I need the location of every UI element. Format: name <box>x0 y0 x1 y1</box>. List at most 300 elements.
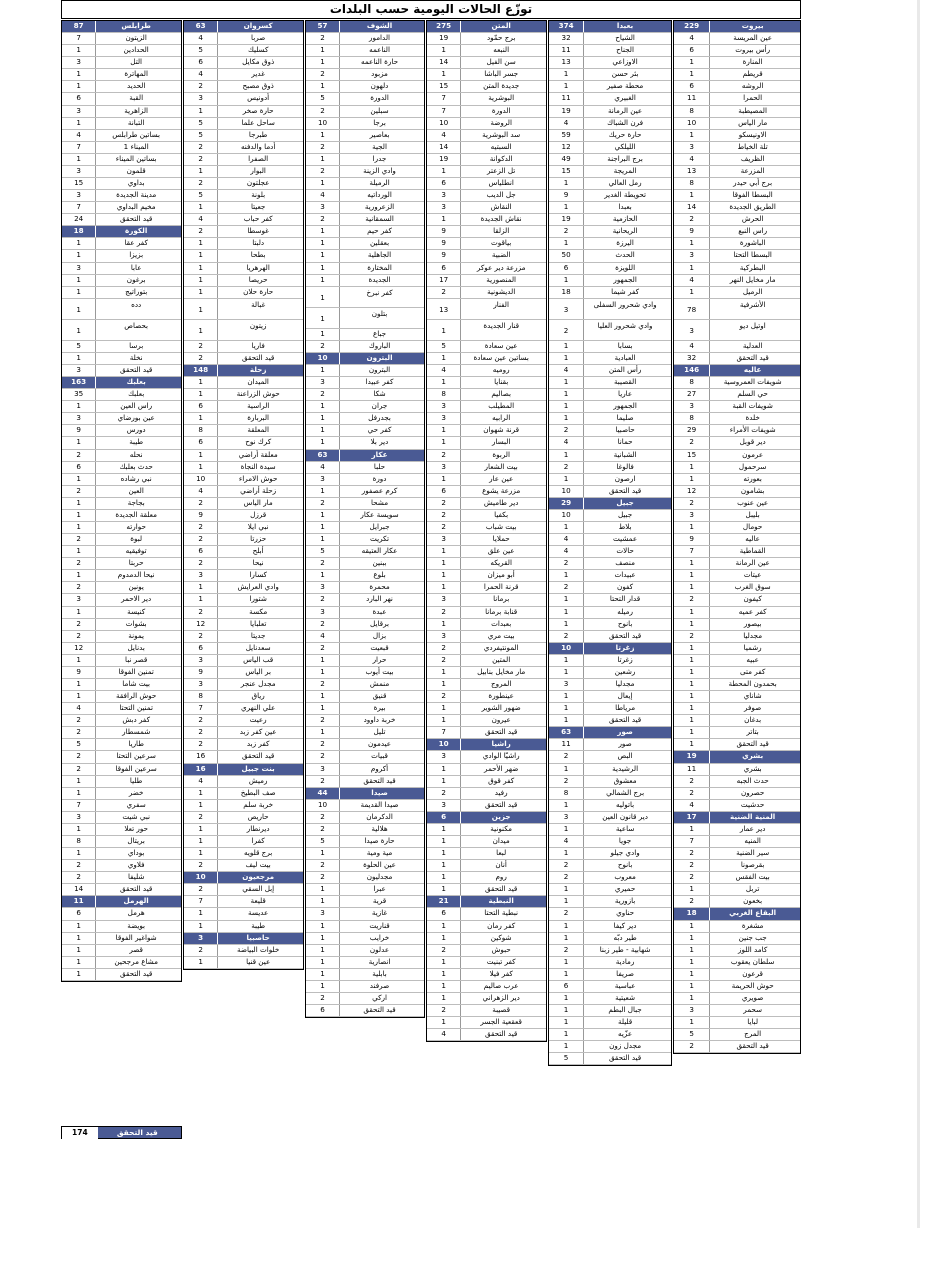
town-name: بابلية <box>372 968 387 978</box>
town-name: بئر حسن <box>611 69 639 79</box>
case-count: 4 <box>184 776 218 787</box>
town-row <box>674 202 800 214</box>
town-name: عين عنوب <box>737 497 769 507</box>
case-count: 1 <box>674 130 710 141</box>
town-row <box>549 1053 671 1065</box>
town-name: تلة الخياط <box>737 141 768 151</box>
town-name: كنيسة <box>127 606 146 616</box>
case-count: 6 <box>674 81 710 92</box>
town-name: عرب صاليم <box>483 980 519 990</box>
case-count: 1 <box>306 957 340 968</box>
town-name: الباروك <box>368 340 391 350</box>
town-row <box>427 462 546 474</box>
town-name: عبيه <box>746 654 759 664</box>
town-row <box>427 33 546 45</box>
town-row <box>549 1041 671 1053</box>
case-count: 2 <box>62 486 96 497</box>
case-count: 8 <box>184 691 218 702</box>
case-count: 2 <box>427 643 461 654</box>
case-count: 11 <box>674 764 710 775</box>
case-count: 1 <box>62 320 96 340</box>
town-row <box>184 896 303 908</box>
case-count: 1 <box>674 691 710 702</box>
district-header-row <box>549 498 671 510</box>
case-count: 2 <box>306 106 340 117</box>
town-name: حارة حريك <box>608 129 642 139</box>
town-row <box>674 739 800 751</box>
town-row <box>306 764 424 776</box>
case-count: 1 <box>184 299 218 319</box>
town-name: سوق الغرب <box>734 582 771 592</box>
town-name: مار مخايل النهر <box>729 274 776 284</box>
case-count: 11 <box>549 739 584 750</box>
town-row <box>62 908 181 920</box>
case-count: 3 <box>62 413 96 424</box>
town-row <box>62 546 181 558</box>
case-count: 6 <box>427 263 461 274</box>
case-count: 1 <box>427 836 461 847</box>
town-name: فلاوي <box>127 860 145 870</box>
case-count: 1 <box>184 800 218 811</box>
case-count: 2 <box>306 812 340 823</box>
town-name: الربوة <box>492 449 510 459</box>
town-row <box>427 275 546 287</box>
case-count: 2 <box>674 1041 710 1052</box>
case-count: 1 <box>674 190 710 201</box>
case-count: 2 <box>427 1005 461 1016</box>
case-count: 3 <box>427 190 461 201</box>
town-name: عاليه <box>745 534 760 544</box>
town-row <box>62 764 181 776</box>
town-name: قرية <box>372 896 387 906</box>
case-count: 2 <box>306 776 340 787</box>
case-count: 2 <box>184 884 218 895</box>
town-row <box>62 214 181 226</box>
town-row <box>427 570 546 582</box>
case-count: 2 <box>184 353 218 364</box>
town-name: بدنايل <box>127 642 145 652</box>
case-count: 2 <box>549 558 584 569</box>
case-count: 1 <box>549 703 584 714</box>
district-name: الكورة <box>125 226 148 236</box>
town-row <box>306 33 424 45</box>
district-header-row <box>674 908 800 920</box>
case-count: 59 <box>549 130 584 141</box>
town-name: حدث الجبه <box>736 775 769 785</box>
town-row <box>306 130 424 142</box>
town-row <box>427 178 546 190</box>
town-name: كفر حيم <box>367 226 392 236</box>
case-count: 5 <box>62 341 96 352</box>
case-count: 2 <box>306 33 340 44</box>
case-count: 3 <box>674 1005 710 1016</box>
town-name: الروشه <box>741 81 764 91</box>
district-header-row <box>62 896 181 908</box>
district-header-row <box>62 21 181 33</box>
town-row <box>427 884 546 896</box>
town-name: عدلون <box>369 944 390 954</box>
town-name: قيد التحقق <box>120 884 153 894</box>
town-name: عبيدات <box>614 570 636 580</box>
town-row <box>184 679 303 691</box>
town-name: حريصا <box>248 274 268 284</box>
town-name: برمانا <box>493 594 510 604</box>
town-name: شليفا <box>127 872 145 882</box>
town-name: قيد التحقق <box>120 214 153 224</box>
town-name: طيبة <box>129 437 144 447</box>
town-row <box>306 715 424 727</box>
town-row <box>549 993 671 1005</box>
case-count: 2 <box>306 619 340 630</box>
case-count: 7 <box>62 202 96 213</box>
town-row <box>549 619 671 631</box>
case-count: 1 <box>427 69 461 80</box>
town-name: نبي ايلا <box>247 521 269 531</box>
case-count: 4 <box>549 546 584 557</box>
page-title: توزّع الحالات اليومية حسب البلدات <box>61 0 801 19</box>
case-count: 1 <box>306 522 340 533</box>
district-total: 374 <box>549 21 584 32</box>
town-name: جسر الباشا <box>484 69 519 79</box>
case-count: 2 <box>306 594 340 605</box>
case-count: 2 <box>306 389 340 400</box>
town-name: طبرجا <box>248 129 268 139</box>
town-row <box>62 824 181 836</box>
town-row <box>62 558 181 570</box>
district-name: البقاع الغربي <box>729 908 777 918</box>
case-count: 4 <box>184 486 218 497</box>
town-row <box>549 486 671 498</box>
town-row <box>62 202 181 214</box>
case-count: 17 <box>427 275 461 286</box>
district-name: جزين <box>491 811 511 821</box>
town-name: صليما <box>616 413 634 423</box>
case-count: 2 <box>62 450 96 461</box>
case-count: 1 <box>62 776 96 787</box>
town-name: بطحا <box>250 250 266 260</box>
town-row <box>674 715 800 727</box>
case-count: 3 <box>62 190 96 201</box>
case-count: 1 <box>306 275 340 286</box>
town-row <box>184 413 303 425</box>
case-count: 1 <box>62 81 96 92</box>
town-row <box>549 425 671 437</box>
town-row <box>549 142 671 154</box>
town-row <box>184 727 303 739</box>
case-count: 1 <box>427 166 461 177</box>
town-row <box>674 450 800 462</box>
town-row <box>62 667 181 679</box>
town-row <box>306 154 424 166</box>
case-count: 1 <box>427 437 461 448</box>
town-name: سلطان يعقوب <box>730 956 775 966</box>
town-row <box>62 263 181 275</box>
case-count: 4 <box>549 118 584 129</box>
case-count: 2 <box>306 69 340 80</box>
district-name: عاليه <box>743 364 762 374</box>
district-header-row <box>674 365 800 377</box>
town-row <box>306 739 424 751</box>
town-row <box>674 872 800 884</box>
town-row <box>184 836 303 848</box>
case-count: 1 <box>62 570 96 581</box>
town-name: انطلياس <box>488 178 514 188</box>
town-name: القريكه <box>490 558 512 568</box>
town-name: بزال <box>372 630 387 640</box>
case-count: 3 <box>674 510 710 521</box>
case-count: 1 <box>674 981 710 992</box>
town-name: ديرنطار <box>246 823 270 833</box>
town-name: كفر عبيدا <box>365 377 394 387</box>
case-count: 78 <box>674 299 710 319</box>
town-name: راشيّا الوادي <box>482 751 520 761</box>
town-row <box>427 353 546 365</box>
town-row <box>549 679 671 691</box>
case-count: 15 <box>549 166 584 177</box>
case-count: 3 <box>306 607 340 618</box>
town-name: الجديدة <box>368 274 391 284</box>
town-name: الروضة <box>490 117 512 127</box>
town-row <box>674 1005 800 1017</box>
case-count: 1 <box>674 667 710 678</box>
case-count: 1 <box>427 582 461 593</box>
town-row <box>427 299 546 320</box>
case-count: 1 <box>427 377 461 388</box>
town-row <box>549 45 671 57</box>
town-row <box>62 607 181 619</box>
town-name: بعاصير <box>369 129 390 139</box>
town-name: بياقوت <box>491 238 512 248</box>
town-row <box>184 860 303 872</box>
town-name: الضبية <box>491 250 511 260</box>
town-row <box>306 776 424 788</box>
town-name: المصيطبة <box>738 105 767 115</box>
town-row <box>549 33 671 45</box>
town-name: البص <box>617 751 633 761</box>
case-count: 14 <box>674 202 710 213</box>
case-count: 9 <box>427 238 461 249</box>
district-total: 10 <box>549 643 584 654</box>
town-name: صريفا <box>616 968 635 978</box>
town-name: بلاط <box>618 521 632 531</box>
town-name: طيبة <box>251 920 266 930</box>
town-name: الجية <box>372 141 387 151</box>
case-count: 2 <box>306 872 340 883</box>
case-count: 2 <box>427 788 461 799</box>
town-name: دير الاحمر <box>121 594 152 604</box>
case-count: 1 <box>549 238 584 249</box>
town-row <box>674 154 800 166</box>
town-name: اركي <box>372 993 387 1003</box>
district-header-row <box>427 21 546 33</box>
district-total: 63 <box>549 727 584 738</box>
town-name: مية ومية <box>366 848 393 858</box>
town-name: البترون <box>368 364 391 374</box>
case-count: 1 <box>62 437 96 448</box>
case-count: 2 <box>184 81 218 92</box>
town-name: منصف <box>615 558 635 568</box>
town-name: دير بلا <box>370 437 389 447</box>
town-name: كفرا <box>251 836 265 845</box>
case-count: 2 <box>184 178 218 189</box>
town-row <box>427 226 546 238</box>
district-total: 10 <box>184 872 218 883</box>
town-name: شمسطار <box>122 727 151 737</box>
town-row <box>427 1005 546 1017</box>
district-name: المنية الضنية <box>730 811 776 821</box>
district-total: 229 <box>674 21 710 32</box>
town-row <box>306 474 424 486</box>
town-name: حملايا <box>492 534 510 544</box>
town-name: حربتا <box>128 558 144 568</box>
town-name: حارة الناعمه <box>361 57 399 67</box>
town-row <box>427 546 546 558</box>
town-name: سرحمول <box>738 461 767 471</box>
town-name: المروج <box>490 678 512 688</box>
case-count: 1 <box>549 691 584 702</box>
case-count: 7 <box>427 106 461 117</box>
town-row <box>549 401 671 413</box>
district-name: كسروان <box>243 21 273 30</box>
town-row <box>184 643 303 655</box>
town-row <box>62 534 181 546</box>
district-total: 18 <box>62 226 96 237</box>
town-name: سحمر <box>743 1005 763 1015</box>
town-row <box>184 287 303 299</box>
case-count: 6 <box>184 643 218 654</box>
town-name: سن الفيل <box>486 57 516 67</box>
town-row <box>427 93 546 105</box>
town-row <box>306 1005 424 1017</box>
town-row <box>306 498 424 510</box>
district-header-row <box>306 353 424 365</box>
town-name: دير عمار <box>739 823 766 833</box>
district-total: 29 <box>549 498 584 509</box>
town-row <box>674 691 800 703</box>
town-row <box>427 751 546 763</box>
town-row <box>427 558 546 570</box>
case-count: 1 <box>306 45 340 56</box>
case-count: 2 <box>184 226 218 237</box>
town-name: لبوة <box>130 534 143 544</box>
town-row <box>549 57 671 69</box>
town-name: المنارة <box>742 57 763 67</box>
case-count: 3 <box>184 655 218 666</box>
town-name: بعورته <box>743 473 762 483</box>
town-row <box>184 93 303 105</box>
case-count: 1 <box>549 1041 584 1052</box>
town-name: قنابة برمانا <box>485 606 518 616</box>
district-total: 3 <box>184 933 218 944</box>
town-row <box>549 908 671 920</box>
case-count: 4 <box>427 130 461 141</box>
town-row <box>674 945 800 957</box>
case-count: 16 <box>184 751 218 762</box>
town-name: بشوات <box>125 618 147 628</box>
town-row <box>306 389 424 401</box>
town-row <box>427 764 546 776</box>
town-name: رميش <box>248 775 268 785</box>
town-row <box>674 130 800 142</box>
case-count: 1 <box>62 788 96 799</box>
town-row <box>184 546 303 558</box>
town-row <box>549 450 671 462</box>
town-name: دير قانون العين <box>602 811 648 821</box>
town-row <box>427 619 546 631</box>
case-count: 1 <box>674 57 710 68</box>
case-count: 1 <box>62 933 96 944</box>
town-row <box>427 130 546 142</box>
town-row <box>62 69 181 81</box>
town-row <box>674 486 800 498</box>
town-name: بتاتر <box>746 727 759 737</box>
town-name: كفر قوق <box>488 775 515 785</box>
town-row <box>427 981 546 993</box>
town-row <box>306 993 424 1005</box>
town-row <box>549 969 671 981</box>
case-count: 1 <box>306 81 340 92</box>
town-name: دده <box>131 299 142 309</box>
town-name: كرك نوح <box>245 437 272 447</box>
town-name: خلوات البياضة <box>237 944 280 954</box>
district-name: النبطية <box>488 896 514 906</box>
town-row <box>184 812 303 824</box>
case-count: 1 <box>184 594 218 605</box>
town-name: بيرة <box>373 703 386 713</box>
town-name: بيصور <box>743 618 762 628</box>
town-row <box>184 607 303 619</box>
town-row <box>549 764 671 776</box>
case-count: 1 <box>306 933 340 944</box>
case-count: 3 <box>427 413 461 424</box>
town-name: الدورة <box>491 105 511 115</box>
town-row <box>674 142 800 154</box>
case-count: 10 <box>184 474 218 485</box>
town-row <box>674 1041 800 1053</box>
case-count: 6 <box>549 263 584 274</box>
case-count: 1 <box>184 582 218 593</box>
town-name: الميناء 1 <box>123 141 149 151</box>
town-row <box>62 57 181 69</box>
case-count: 1 <box>306 848 340 859</box>
case-count: 3 <box>427 401 461 412</box>
town-name: بيت ليف <box>245 860 271 870</box>
case-count: 1 <box>184 836 218 847</box>
case-count: 12 <box>549 142 584 153</box>
case-count: 1 <box>306 884 340 895</box>
town-name: النبعه <box>493 45 510 55</box>
town-row <box>549 655 671 667</box>
town-name: خربة سلم <box>243 799 274 809</box>
town-name: الدورة <box>370 93 389 103</box>
town-name: حرار <box>372 654 387 664</box>
town-row <box>184 214 303 226</box>
town-row <box>62 872 181 884</box>
town-name: قيد التحقق <box>485 1029 518 1039</box>
district-header-row <box>674 812 800 824</box>
town-name: بوداي <box>127 848 145 858</box>
town-name: مخيم البداوي <box>116 202 156 212</box>
case-count: 1 <box>674 1017 710 1028</box>
case-count: 1 <box>674 522 710 533</box>
town-row <box>549 715 671 727</box>
town-row <box>674 287 800 299</box>
town-row <box>306 836 424 848</box>
town-name: جباع <box>372 328 387 338</box>
town-name: البربارة <box>247 413 270 423</box>
case-count: 8 <box>674 106 710 117</box>
town-name: شهابية - طير زبنا <box>599 944 651 954</box>
